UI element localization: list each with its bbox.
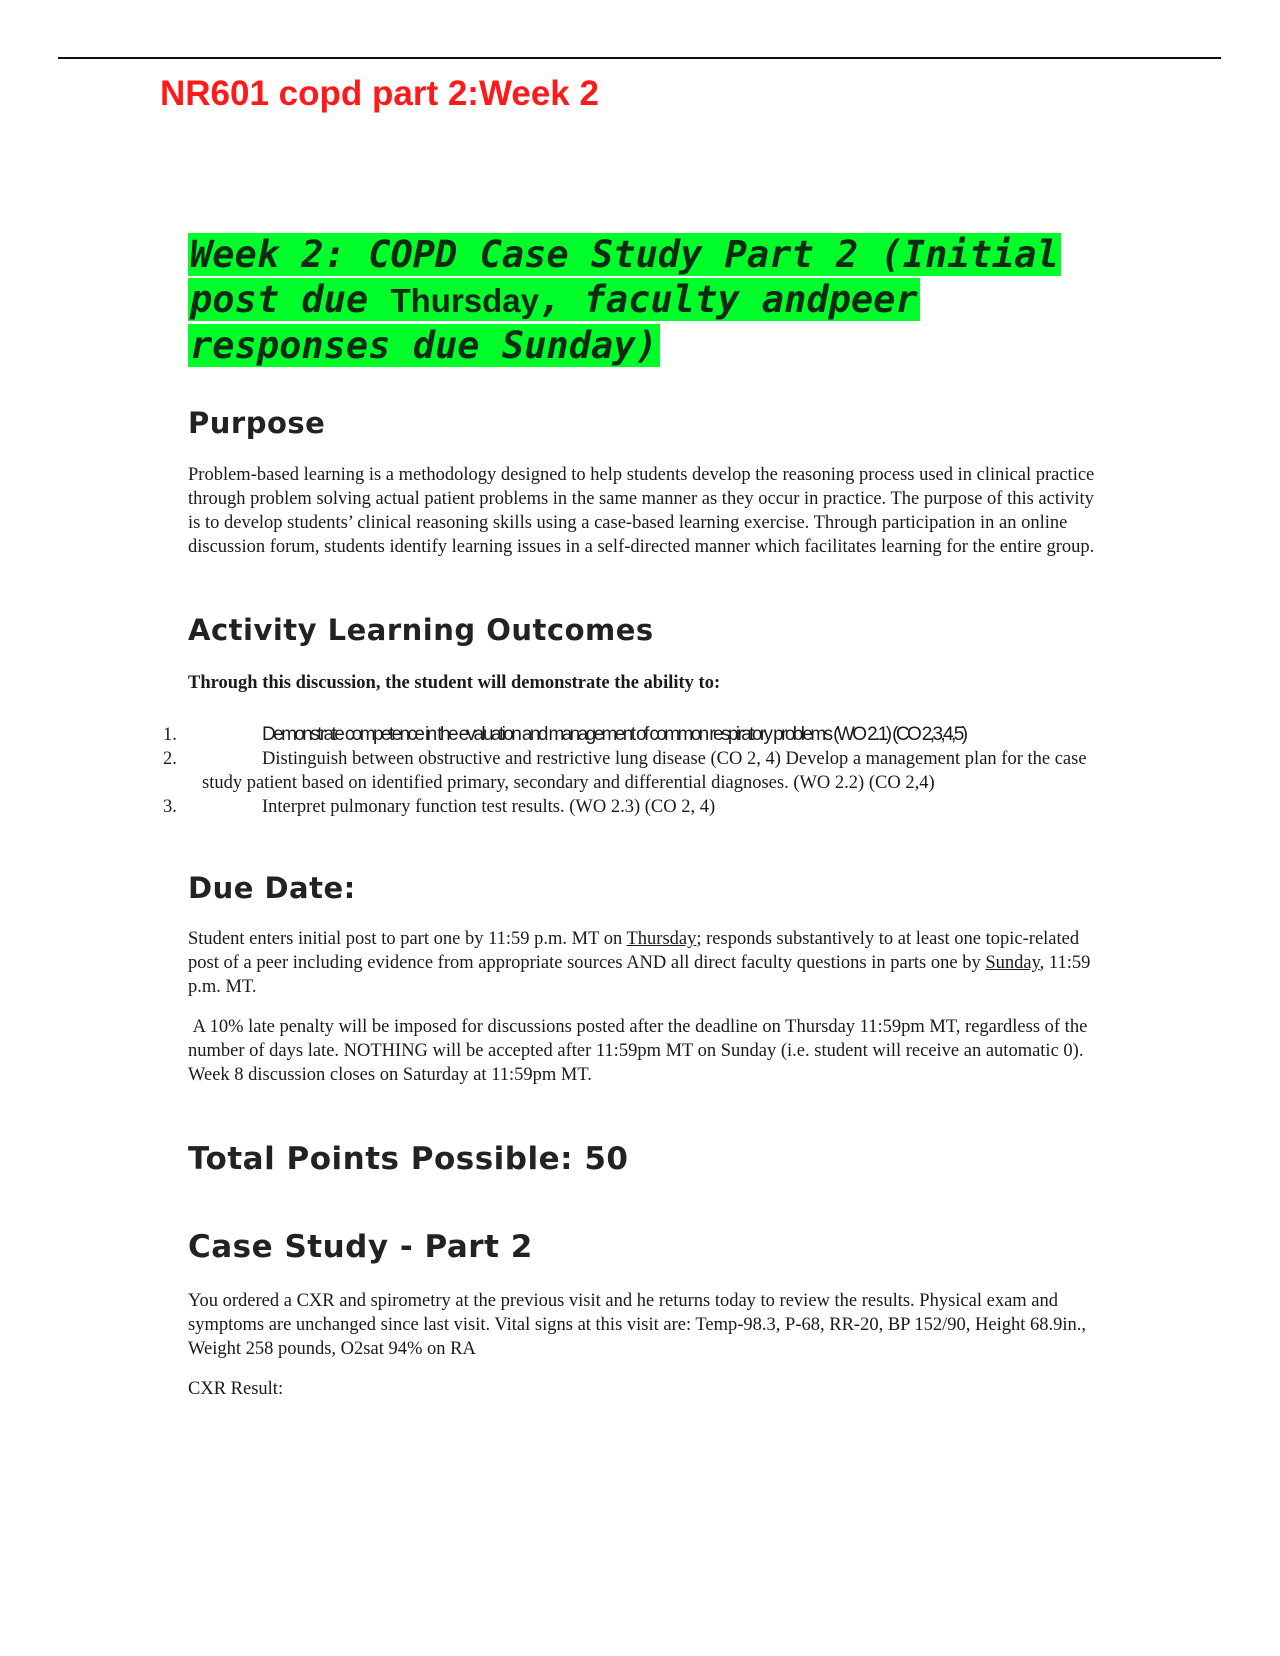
due-date-heading: Due Date: <box>188 871 356 905</box>
week-title-thursday: Thursday <box>390 282 540 319</box>
total-points-heading: Total Points Possible: 50 <box>188 1141 629 1177</box>
purpose-heading: Purpose <box>188 406 326 440</box>
outcomes-list <box>163 723 1098 819</box>
outcomes-intro: Through this discussion, the student will demonstrate the ability to: <box>188 673 721 693</box>
due-thursday: Thursday <box>626 929 697 949</box>
due-sunday: Sunday <box>985 953 1040 973</box>
list-item <box>163 795 1098 819</box>
list-item-number: 2. <box>163 749 177 769</box>
list-item-text: Interpret pulmonary function test results. (WO 2.3) (CO 2, 4) <box>262 797 716 817</box>
week-title <box>188 232 1098 368</box>
document-title: NR601 copd part 2:Week 2 <box>160 74 599 113</box>
list-item-text: Demonstrate competence in the evaluation and management of common respiratory problems (WO 2.1) (CO 2,3,4,5) <box>262 724 966 745</box>
list-item-number: 1. <box>163 725 177 745</box>
week-title-part2: , faculty andpeer responses due Sunday) <box>190 278 918 367</box>
cxr-result-label: CXR Result: <box>188 1379 284 1399</box>
due-date-text: Student enters initial post to part one by 11:59 p.m. MT on Thursday; responds substantively to at least one topic-related post of a peer including evidence from appropriate sources AND all direct faculty questions in parts one by Sunday, 11:59 p.m. MT. <box>188 929 1091 997</box>
purpose-text: Problem-based learning is a methodology designed to help students develop the reasoning process used in clinical practice through problem solving actual patient problems in the same manner as they occur in practice. The purpose of this activity is to develop students’ clinical reasoning skills using a case-based learning exercise. Through participation in an online discussion forum, students identify learning issues in a self-directed manner which facilitates learning for the entire group. <box>188 465 1095 557</box>
case-study-text: You ordered a CXR and spirometry at the previous visit and he returns today to review the results. Physical exam and symptoms are unchanged since last visit. Vital signs at this visit are: Temp-98.3, P-68, RR-20, BP 152/90, Height 68.9in., Weight 258 pounds, O2sat 94% on RA <box>188 1291 1087 1359</box>
list-item-text: Distinguish between obstructive and restrictive lung disease (CO 2, 4) Develop a management plan for the case study patient based on identified primary, secondary and differential diagnoses. (WO 2.2) (CO 2,4) <box>202 749 1087 793</box>
list-item <box>163 747 1098 795</box>
outcomes-heading: Activity Learning Outcomes <box>188 613 654 647</box>
case-study-heading: Case Study - Part 2 <box>188 1229 533 1265</box>
week-title-part1: Week 2: COPD Case Study Part 2 (Initial post due <box>190 233 1059 321</box>
document-body <box>163 232 1098 1401</box>
list-item-number: 3. <box>163 797 177 817</box>
late-penalty-text: A 10% late penalty will be imposed for discussions posted after the deadline on Thursday 11:59pm MT, regardless of the number of days late. NOTHING will be accepted after 11:59pm MT on Sunday (i.e. student will receive an automatic 0). Week 8 discussion closes on Saturday at 11:59pm MT. <box>188 1017 1092 1085</box>
list-item <box>163 723 1098 747</box>
top-rule <box>58 57 1221 59</box>
